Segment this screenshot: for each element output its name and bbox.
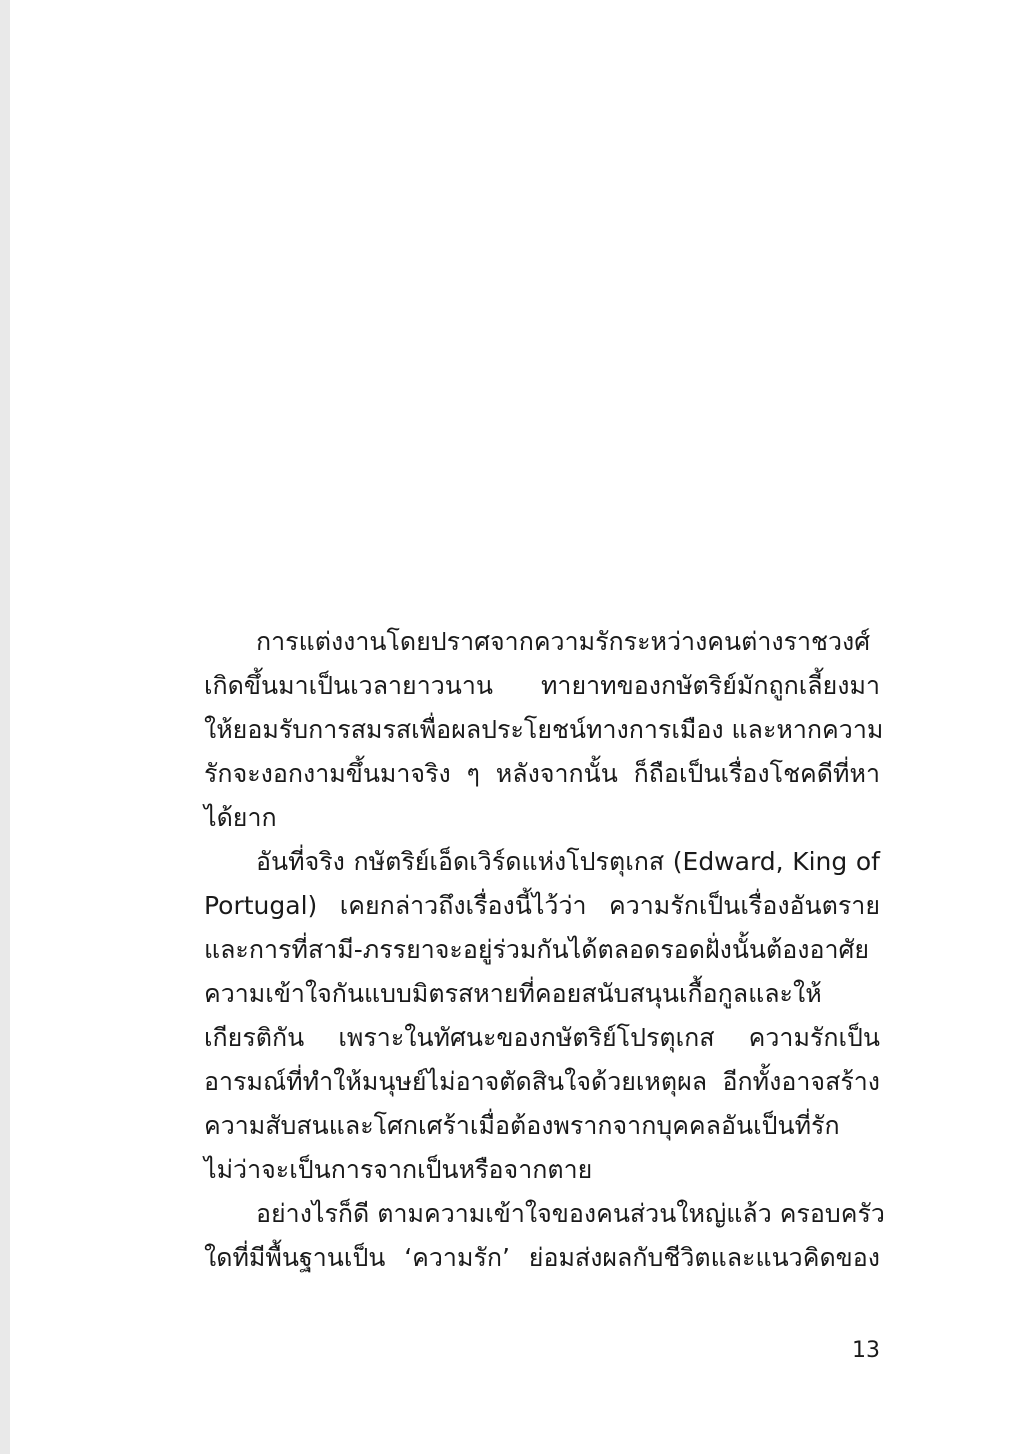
page-edge [0,0,10,1454]
paragraph-2-line-1: อันที่จริง กษัตริย์เอ็ดเวิร์ดแห่งโปรตุเกส (Edward, King of [256,847,880,876]
paragraph-3-line-1: อย่างไรก็ดี ตามความเข้าใจของคนส่วนใหญ่แล้ว ครอบครัว [256,1199,885,1228]
paragraph-2-line-5: เกียรติกัน เพราะในทัศนะของกษัตริย์โปรตุเกส ความรักเป็น [204,1023,880,1052]
paragraph-1-line-2: เกิดขึ้นมาเป็นเวลายาวนาน ทายาทของกษัตริย์มักถูกเลี้ยงมา [204,671,880,700]
paragraph-2-line-8: ไม่ว่าจะเป็นการจากเป็นหรือจากตาย [204,1155,593,1184]
paragraph-2-line-7: ความสับสนและโศกเศร้าเมื่อต้องพรากจากบุคคลอันเป็นที่รัก [204,1111,840,1140]
page-number: 13 [852,1338,880,1363]
paragraph-2-line-4: ความเข้าใจกันแบบมิตรสหายที่คอยสนับสนุนเกื้อกูลและให้ [204,979,822,1008]
paragraph-2-line-6: อารมณ์ที่ทำให้มนุษย์ไม่อาจตัดสินใจด้วยเหตุผล อีกทั้งอาจสร้าง [204,1067,880,1096]
paragraph-2-line-3: และการที่สามี-ภรรยาจะอยู่ร่วมกันได้ตลอดรอดฝั่งนั้นต้องอาศัย [204,935,870,964]
paragraph-3-line-2: ใดที่มีพื้นฐานเป็น ‘ความรัก’ ย่อมส่งผลกับชีวิตและแนวคิดของ [204,1243,880,1272]
paragraph-1-line-3: ให้ยอมรับการสมรสเพื่อผลประโยชน์ทางการเมือง และหากความ [204,715,884,744]
paragraph-1-line-1: การแต่งงานโดยปราศจากความรักระหว่างคนต่างราชวงศ์ [256,627,871,656]
paragraph-2-line-2: Portugal) เคยกล่าวถึงเรื่องนี้ไว้ว่า ความรักเป็นเรื่องอันตราย [204,891,880,920]
body-text [204,620,885,1280]
paragraph-1-line-5: ได้ยาก [204,803,277,832]
paragraph-1-line-4: รักจะงอกงามขึ้นมาจริง ๆ หลังจากนั้น ก็ถือเป็นเรื่องโชคดีที่หา [204,759,880,788]
